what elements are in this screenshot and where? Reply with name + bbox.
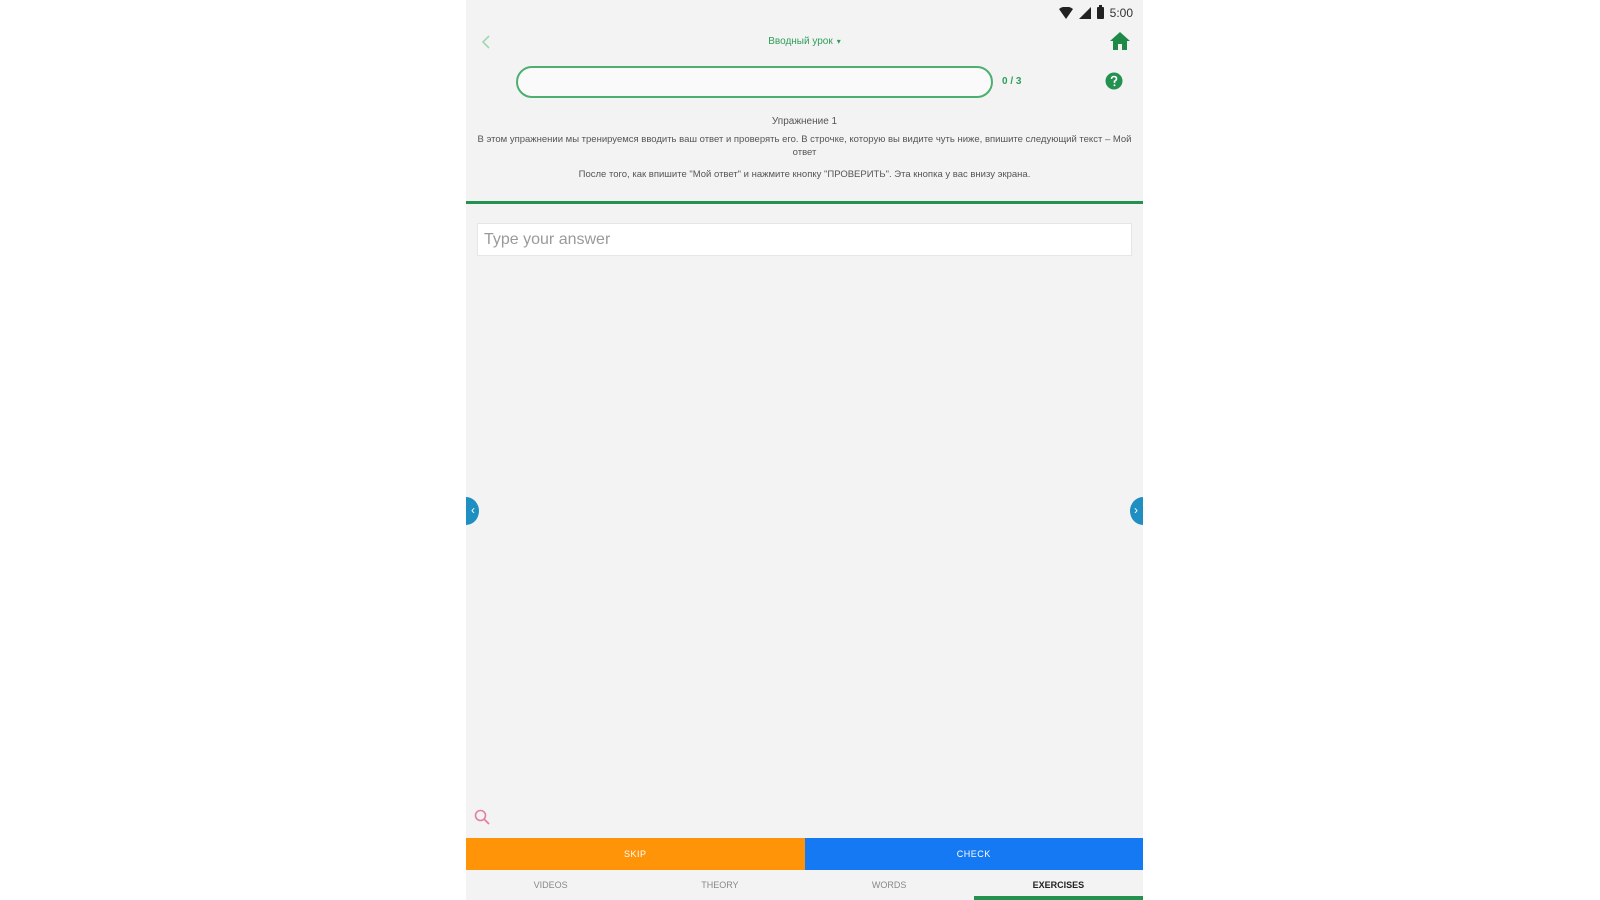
skip-button[interactable]: SKIP xyxy=(466,838,805,870)
check-button[interactable]: CHECK xyxy=(805,838,1144,870)
wifi-icon xyxy=(1059,7,1073,19)
lesson-title: Вводный урок xyxy=(768,36,833,47)
lesson-title-dropdown[interactable] xyxy=(466,36,1143,47)
tab-theory[interactable]: THEORY xyxy=(701,880,739,890)
bottom-tab-bar xyxy=(466,870,1143,900)
signal-icon xyxy=(1079,7,1091,19)
progress-bar xyxy=(516,66,993,98)
help-icon[interactable] xyxy=(1105,72,1123,90)
app-screen xyxy=(466,0,1143,900)
chevron-left-icon: ‹ xyxy=(471,503,475,517)
zoom-icon[interactable] xyxy=(474,809,490,825)
next-arrow-button[interactable] xyxy=(1130,497,1143,525)
chevron-down-icon: ▾ xyxy=(836,37,841,46)
exercise-description: В этом упражнении мы тренируемся вводить ваш ответ и проверять его. В строчке, которую вы видите чуть ниже, впишите следующий текст – Мой ответ xyxy=(477,134,1132,158)
exercise-title: Упражнение 1 xyxy=(771,116,838,127)
tab-videos[interactable]: VIDEOS xyxy=(533,880,568,890)
home-icon[interactable] xyxy=(1109,30,1131,52)
section-divider xyxy=(466,201,1143,204)
status-time: 5:00 xyxy=(1109,6,1133,20)
progress-count: 0 / 3 xyxy=(1002,76,1022,87)
exercise-note: После того, как впишите "Мой ответ" и нажмите кнопку "ПРОВЕРИТЬ". Эта кнопка у вас внизу экрана. xyxy=(578,169,1031,180)
previous-arrow-button[interactable] xyxy=(466,497,479,525)
status-icons xyxy=(1059,6,1133,20)
chevron-right-icon: › xyxy=(1134,503,1138,517)
action-buttons xyxy=(466,838,1143,870)
answer-input[interactable] xyxy=(477,223,1132,256)
exercise-instructions xyxy=(474,116,1135,181)
battery-icon xyxy=(1097,7,1104,19)
tab-exercises[interactable]: EXERCISES xyxy=(974,870,1143,900)
top-bar xyxy=(466,26,1143,60)
progress-row xyxy=(466,66,1143,100)
status-bar xyxy=(466,0,1143,26)
tab-words[interactable]: WORDS xyxy=(871,880,907,890)
